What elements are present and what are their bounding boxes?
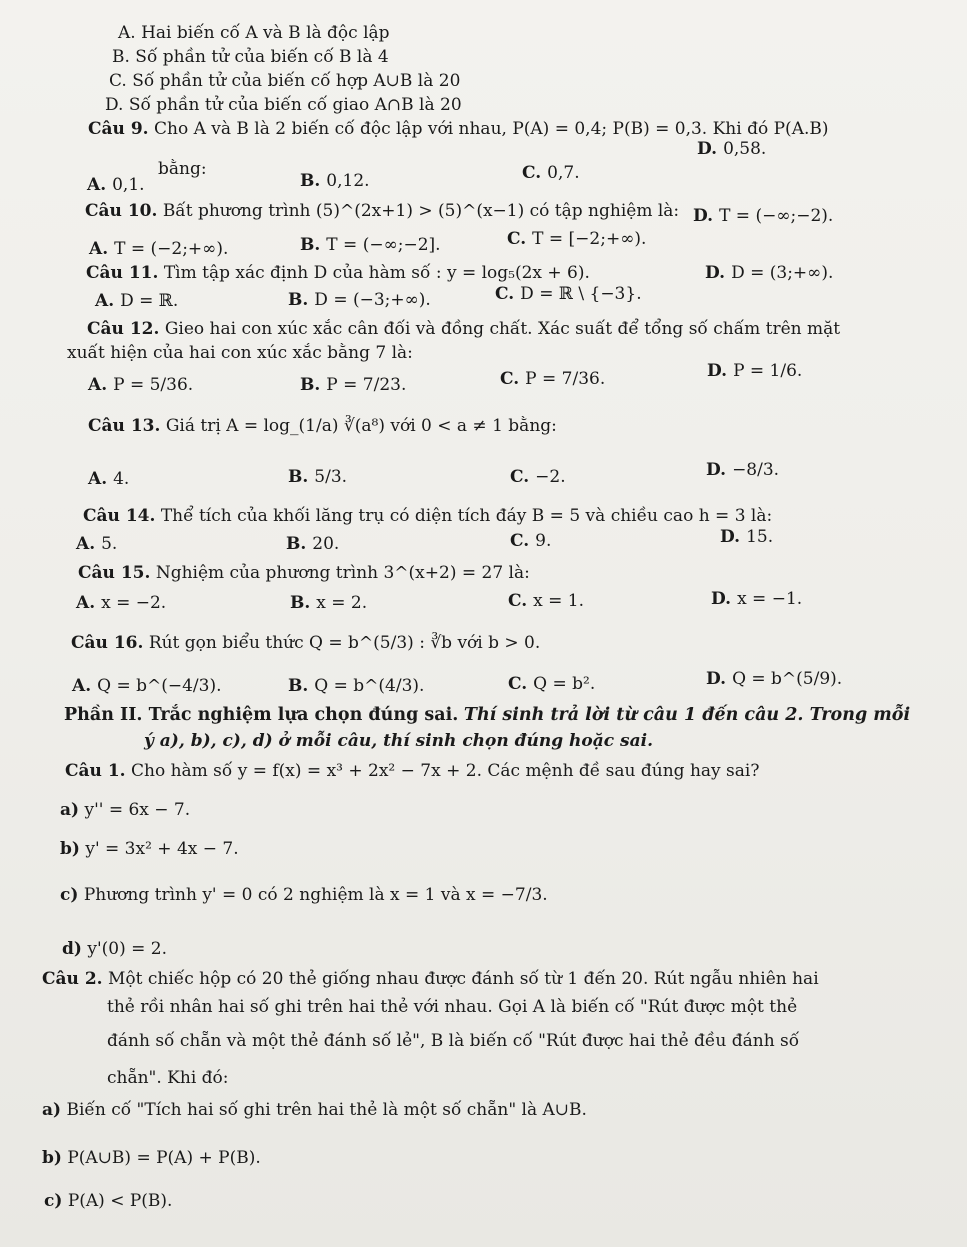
q11-option-c: C. D = ℝ \ {−3}. bbox=[495, 284, 642, 304]
p2q2-item-c: c) P(A) < P(B). bbox=[44, 1191, 173, 1211]
q15-option-b: B. x = 2. bbox=[290, 593, 368, 613]
q12-option-d: D. P = 1/6. bbox=[707, 361, 803, 381]
prev-option-b: B. Số phần tử của biến cố B là 4 bbox=[112, 47, 389, 67]
p2q1-item-c: c) Phương trình y' = 0 có 2 nghiệm là x = 1 và x = −7/3. bbox=[60, 885, 548, 905]
question-11: Câu 11. Tìm tập xác định D của hàm số : y = log₅(2x + 6). bbox=[86, 263, 590, 283]
q14-option-b: B. 20. bbox=[286, 534, 340, 554]
prev-option-c: C. Số phần tử của biến cố hợp A∪B là 20 bbox=[109, 71, 461, 91]
q13-option-d: D. −8/3. bbox=[706, 460, 780, 480]
question-16: Câu 16. Rút gọn biểu thức Q = b^(5/3) : ∛b với b > 0. bbox=[71, 633, 541, 653]
p2q2-line-3: đánh số chẵn và một thẻ đánh số lẻ", B là biến cố "Rút được hai thẻ đều đánh số bbox=[107, 1031, 800, 1051]
q10-option-c: C. T = [−2;+∞). bbox=[507, 229, 647, 249]
question-15: Câu 15. Nghiệm của phương trình 3^(x+2) = 27 là: bbox=[78, 563, 530, 583]
part2-heading: Phần II. Trắc nghiệm lựa chọn đúng sai. bbox=[64, 705, 459, 725]
question-14: Câu 14. Thể tích của khối lăng trụ có diện tích đáy B = 5 và chiều cao h = 3 là: bbox=[83, 506, 773, 526]
q12-option-b: B. P = 7/23. bbox=[300, 375, 407, 395]
q12-option-a: A. P = 5/36. bbox=[88, 375, 194, 395]
part2-question-1: Câu 1. Cho hàm số y = f(x) = x³ + 2x² − 7x + 2. Các mệnh đề sau đúng hay sai? bbox=[65, 761, 760, 781]
q13-option-c: C. −2. bbox=[510, 467, 566, 487]
q15-option-a: A. x = −2. bbox=[76, 593, 167, 613]
question-10: Câu 10. Bất phương trình (5)^(2x+1) > (5)^(x−1) có tập nghiệm là: bbox=[85, 201, 680, 221]
q9-option-d: D. 0,58. bbox=[697, 139, 767, 159]
part2-heading-line bbox=[64, 704, 910, 726]
q15-option-d: D. x = −1. bbox=[711, 589, 803, 609]
p2q1-item-d: d) y'(0) = 2. bbox=[62, 939, 167, 959]
q10-option-d: D. T = (−∞;−2). bbox=[693, 206, 834, 226]
q14-option-d: D. 15. bbox=[720, 527, 774, 547]
q9-option-b: B. 0,12. bbox=[300, 171, 370, 191]
p2q2-line-4: chẵn". Khi đó: bbox=[107, 1068, 229, 1088]
prev-option-a: A. Hai biến cố A và B là độc lập bbox=[118, 23, 390, 43]
q14-option-a: A. 5. bbox=[76, 534, 118, 554]
q15-option-c: C. x = 1. bbox=[508, 591, 585, 611]
question-12-text2: xuất hiện của hai con xúc xắc bằng 7 là: bbox=[67, 343, 413, 363]
q9-option-c: C. 0,7. bbox=[522, 163, 580, 183]
question-13: Câu 13. Giá trị A = log_(1/a) ∛(a⁸) với 0 < a ≠ 1 bằng: bbox=[88, 416, 557, 436]
q11-option-d: D. D = (3;+∞). bbox=[705, 263, 834, 283]
q10-option-a: A. T = (−2;+∞). bbox=[89, 239, 229, 259]
part2-instruction1: Thí sinh trả lời từ câu 1 đến câu 2. Trong mỗi bbox=[463, 705, 911, 725]
q16-option-b: B. Q = b^(4/3). bbox=[288, 676, 425, 696]
p2q1-item-a: a) y'' = 6x − 7. bbox=[60, 800, 191, 820]
q12-option-c: C. P = 7/36. bbox=[500, 369, 606, 389]
p2q2-line-2: thẻ rồi nhân hai số ghi trên hai thẻ với nhau. Gọi A là biến cố "Rút được một thẻ bbox=[107, 997, 798, 1017]
question-9-text2: bằng: bbox=[158, 159, 207, 179]
q13-option-b: B. 5/3. bbox=[288, 467, 348, 487]
p2q2-item-b: b) P(A∪B) = P(A) + P(B). bbox=[42, 1148, 261, 1168]
q10-option-b: B. T = (−∞;−2]. bbox=[300, 235, 441, 255]
q13-option-a: A. 4. bbox=[88, 469, 130, 489]
q14-option-c: C. 9. bbox=[510, 531, 552, 551]
part2-question-2: Câu 2. Một chiếc hộp có 20 thẻ giống nhau được đánh số từ 1 đến 20. Rút ngẫu nhiên hai bbox=[42, 969, 819, 989]
p2q2-item-a: a) Biến cố "Tích hai số ghi trên hai thẻ là một số chẵn" là A∪B. bbox=[42, 1100, 587, 1120]
q11-option-b: B. D = (−3;+∞). bbox=[288, 290, 431, 310]
q16-option-a: A. Q = b^(−4/3). bbox=[72, 676, 222, 696]
p2q1-item-b: b) y' = 3x² + 4x − 7. bbox=[60, 839, 239, 859]
part2-instruction2: ý a), b), c), d) ở mỗi câu, thí sinh chọn đúng hoặc sai. bbox=[144, 731, 654, 751]
q16-option-d: D. Q = b^(5/9). bbox=[706, 669, 843, 689]
q16-option-c: C. Q = b². bbox=[508, 674, 596, 694]
q11-option-a: A. D = ℝ. bbox=[95, 291, 179, 311]
prev-option-d: D. Số phần tử của biến cố giao A∩B là 20 bbox=[105, 95, 462, 115]
q9-option-a: A. 0,1. bbox=[87, 175, 145, 195]
question-12: Câu 12. Gieo hai con xúc xắc cân đối và đồng chất. Xác suất để tổng số chấm trên mặt bbox=[87, 319, 841, 339]
question-9: Câu 9. Cho A và B là 2 biến cố độc lập với nhau, P(A) = 0,4; P(B) = 0,3. Khi đó P(A.B) bbox=[88, 119, 829, 139]
